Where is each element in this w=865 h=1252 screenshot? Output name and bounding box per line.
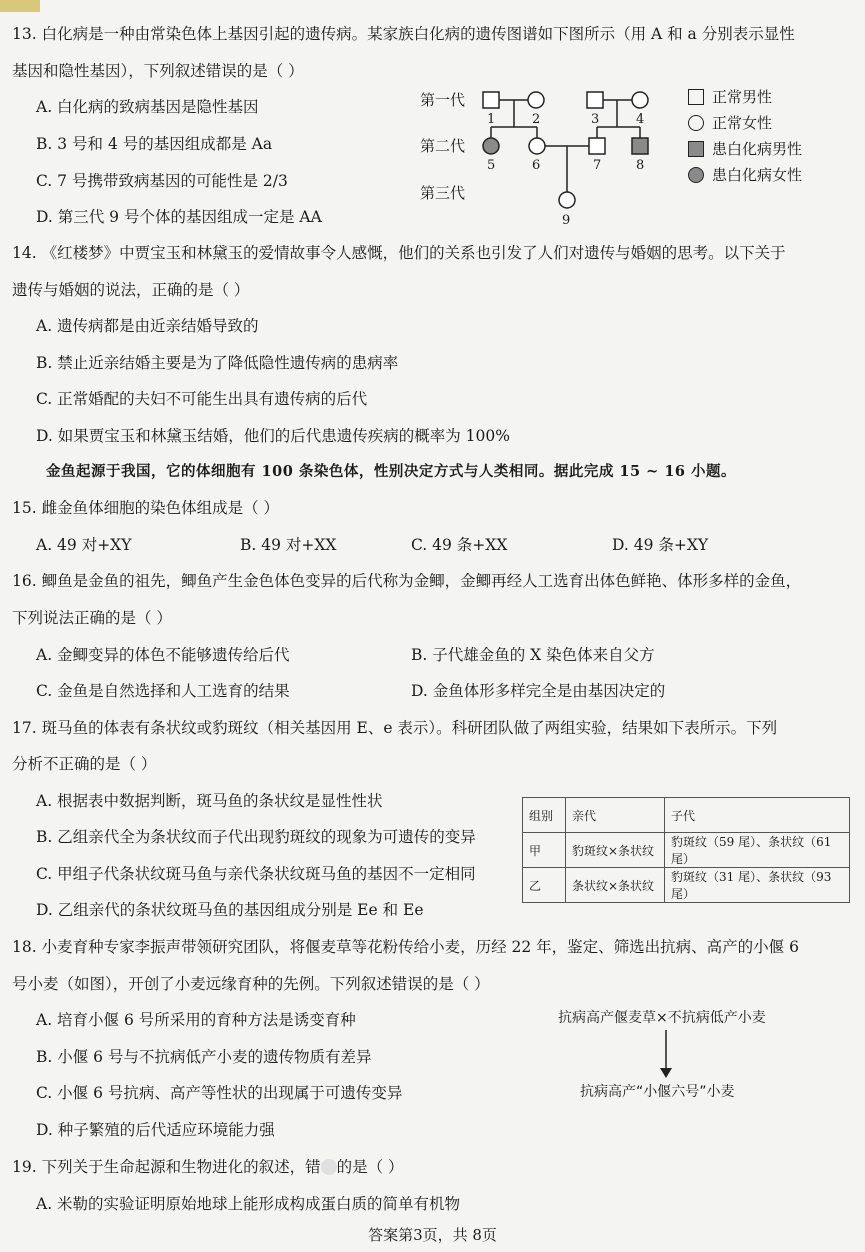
page-footer: 答案第3页，共 8页	[368, 1226, 497, 1244]
table-cell: 豹斑纹（31 尾）、条状纹（93 尾）	[665, 868, 850, 903]
individual-8-affected-male	[632, 138, 648, 154]
q15-option-b: B. 49 对+XX	[240, 536, 337, 554]
number-8: 8	[636, 158, 645, 173]
q17-option-a: A. 根据表中数据判断，斑马鱼的条状纹是显性性状	[36, 792, 383, 810]
number-1: 1	[487, 112, 496, 127]
q16-option-b: B. 子代雄金鱼的 X 染色体来自父方	[411, 646, 655, 664]
q16-option-d: D. 金鱼体形多样完全是由基因决定的	[411, 682, 666, 700]
filled-circle-icon	[688, 167, 704, 183]
q15-stem: 15. 雌金鱼体细胞的染色体组成是（ ）	[12, 499, 280, 517]
table-header-row	[523, 798, 850, 833]
q13-option-c: C. 7 号携带致病基因的可能性是 2/3	[36, 172, 288, 190]
q19-stem: 19. 下列关于生命起源和生物进化的叙述，错 的是（ ）	[12, 1158, 404, 1176]
q17-option-d: D. 乙组亲代的条状纹斑马鱼的基因组成分别是 Ee 和 Ee	[36, 901, 424, 919]
table-row	[523, 833, 850, 868]
q17-option-c: C. 甲组子代条状纹斑马鱼与亲代条状纹斑马鱼的基因不一定相同	[36, 865, 476, 883]
number-4: 4	[636, 112, 645, 127]
generation-label-1: 第一代	[420, 91, 466, 109]
pedigree-chart	[410, 80, 670, 225]
q14-stem-line2: 遗传与婚姻的说法，正确的是（ ）	[12, 281, 250, 299]
obscured-glyph	[321, 1159, 337, 1175]
generation-label-2: 第二代	[420, 137, 466, 155]
individual-7-male	[589, 138, 605, 154]
generation-label-3: 第三代	[420, 184, 466, 202]
table-header-cell: 子代	[665, 798, 850, 833]
q13-stem-line2: 基因和隐性基因），下列叙述错误的是（ ）	[12, 62, 304, 80]
table-cell: 豹斑纹×条状纹	[566, 833, 665, 868]
circle-icon	[688, 115, 704, 131]
number-3: 3	[591, 112, 600, 127]
q13-option-d: D. 第三代 9 号个体的基因组成一定是 AA	[36, 208, 322, 226]
table-cell: 乙	[523, 868, 566, 903]
filled-square-icon	[688, 141, 704, 157]
square-icon	[688, 89, 704, 105]
q17-stem-line1: 17. 斑马鱼的体表有条状纹或豹斑纹（相关基因用 E、e 表示）。科研团队做了两组实验，结果如下表所示。下列	[12, 719, 778, 737]
number-6: 6	[532, 158, 541, 173]
legend-normal-female: 正常女性	[688, 112, 772, 133]
number-7: 7	[593, 158, 602, 173]
individual-5-affected-female	[483, 138, 499, 154]
corner-decoration	[0, 0, 40, 12]
q19-option-a: A. 米勒的实验证明原始地球上能形成构成蛋白质的简单有机物	[36, 1195, 461, 1213]
number-5: 5	[487, 158, 496, 173]
q18-option-a: A. 培育小偃 6 号所采用的育种方法是诱变育种	[36, 1011, 356, 1029]
number-9: 9	[562, 213, 571, 225]
q15-option-a: A. 49 对+XY	[36, 536, 132, 554]
table-cell: 甲	[523, 833, 566, 868]
q18-option-d: D. 种子繁殖的后代适应环境能力强	[36, 1121, 275, 1139]
q18-option-b: B. 小偃 6 号与不抗病低产小麦的遗传物质有差异	[36, 1048, 372, 1066]
q14-option-d: D. 如果贾宝玉和林黛玉结婚，他们的后代患遗传疾病的概率为 100%	[36, 427, 510, 445]
individual-1-male	[483, 92, 499, 108]
table-cell: 豹斑纹（59 尾）、条状纹（61 尾）	[665, 833, 850, 868]
breeding-cross-label: 抗病高产偃麦草×不抗病低产小麦	[558, 1010, 766, 1026]
q14-option-a: A. 遗传病都是由近亲结婚导致的	[36, 317, 259, 335]
individual-2-female	[528, 92, 544, 108]
q14-stem-line1: 14. 《红楼梦》中贾宝玉和林黛玉的爱情故事令人感慨，他们的关系也引发了人们对遗传与婚姻的思考。以下关于	[12, 244, 786, 262]
q14-option-b: B. 禁止近亲结婚主要是为了降低隐性遗传病的患病率	[36, 354, 399, 372]
q17-stem-line2: 分析不正确的是（ ）	[12, 755, 157, 773]
q18-stem-line1: 18. 小麦育种专家李振声带领研究团队，将偃麦草等花粉传给小麦，历经 22 年，鉴定、筛选出抗病、高产的小偃 6	[12, 938, 799, 956]
q13-stem-line1: 13. 白化病是一种由常染色体上基因引起的遗传病。某家族白化病的遗传图谱如下图所示（用 A 和 a 分别表示显性	[12, 25, 795, 43]
breeding-arrow	[656, 1030, 676, 1080]
q16-option-a: A. 金鲫变异的体色不能够遗传给后代	[36, 646, 290, 664]
q13-option-a: A. 白化病的致病基因是隐性基因	[36, 98, 259, 116]
legend-affected-female: 患白化病女性	[688, 164, 802, 185]
q18-stem-line2: 号小麦（如图），开创了小麦远缘育种的先例。下列叙述错误的是（ ）	[12, 975, 490, 993]
legend-normal-male: 正常男性	[688, 86, 772, 107]
q16-option-c: C. 金鱼是自然选择和人工选育的结果	[36, 682, 290, 700]
individual-9-female	[559, 192, 575, 208]
individual-4-female	[632, 92, 648, 108]
individual-3-male	[587, 92, 603, 108]
q14-option-c: C. 正常婚配的夫妇不可能生出具有遗传病的后代	[36, 390, 368, 408]
q18-option-c: C. 小偃 6 号抗病、高产等性状的出现属于可遗传变异	[36, 1084, 403, 1102]
table-header-cell: 组别	[523, 798, 566, 833]
goldfish-intro: 金鱼起源于我国，它的体细胞有 100 条染色体，性别决定方式与人类相同。据此完成 15 ~ 16 小题。	[46, 463, 737, 480]
legend-affected-male: 患白化病男性	[688, 138, 802, 159]
table-row	[523, 868, 850, 903]
table-cell: 条状纹×条状纹	[566, 868, 665, 903]
q17-option-b: B. 乙组亲代全为条状纹而子代出现豹斑纹的现象为可遗传的变异	[36, 828, 476, 846]
breeding-result-label: 抗病高产“小偃六号”小麦	[580, 1084, 735, 1100]
q16-stem-line2: 下列说法正确的是（ ）	[12, 609, 172, 627]
individual-6-female	[529, 138, 545, 154]
q15-option-d: D. 49 条+XY	[612, 536, 709, 554]
q16-stem-line1: 16. 鲫鱼是金鱼的祖先，鲫鱼产生金色体色变异的后代称为金鲫，金鲫再经人工选育出体色鲜艳、体形多样的金鱼，	[12, 572, 802, 590]
zebrafish-table	[522, 797, 850, 903]
q13-option-b: B. 3 号和 4 号的基因组成都是 Aa	[36, 135, 273, 153]
number-2: 2	[532, 112, 541, 127]
q15-option-c: C. 49 条+XX	[411, 536, 508, 554]
table-header-cell: 亲代	[566, 798, 665, 833]
